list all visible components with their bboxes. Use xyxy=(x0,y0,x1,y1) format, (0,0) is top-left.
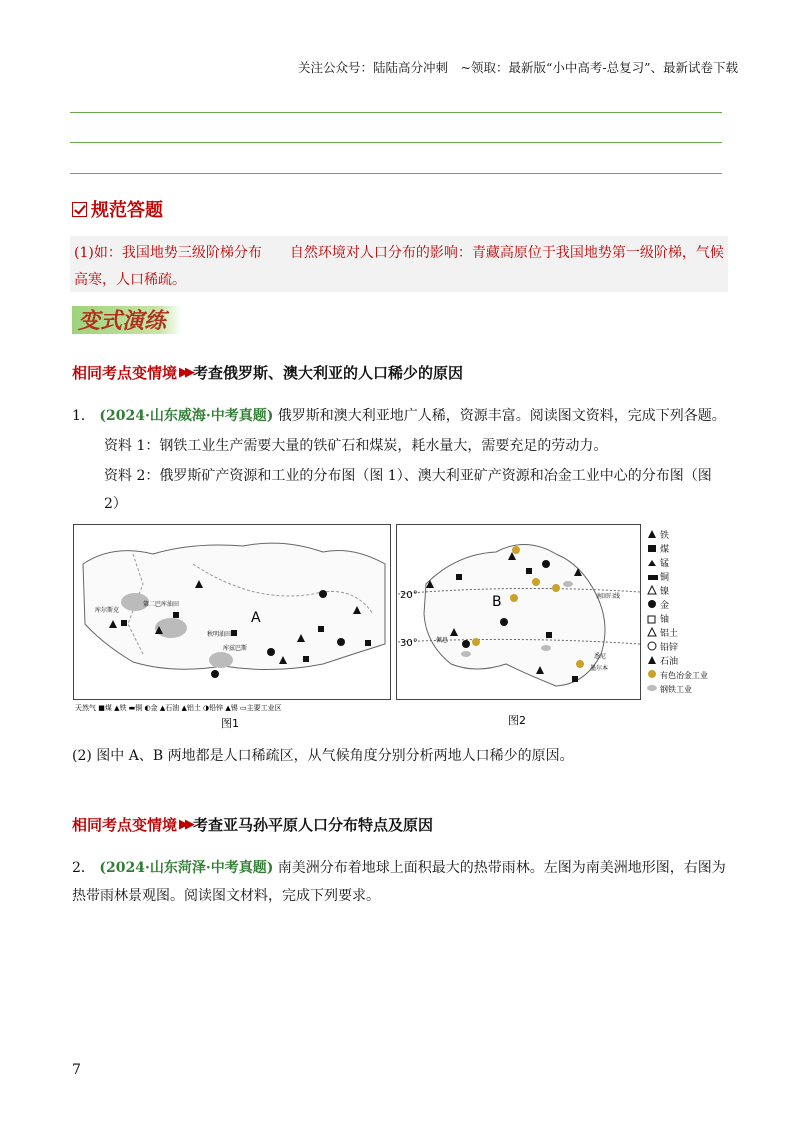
double-arrow-icon: ▶▶ xyxy=(179,365,192,380)
material-2-text: 资料 2：俄罗斯矿产资源和工业的分布图（图 1）、澳大利亚矿产资源和冶金工业中心的分布图（图 2） xyxy=(104,468,712,512)
svg-text:镍: 镍 xyxy=(660,587,670,597)
figure-2-legend xyxy=(647,529,708,694)
latitude-label: 20° xyxy=(400,590,418,601)
region-label-b: B xyxy=(492,594,502,610)
place-label: 第二巴库油田 xyxy=(143,601,180,608)
question-intro: 南美洲分布着地球上面积最大的热带雨林。左图为南美洲地形图，右图为热带雨林景观图。阅读图文材料，完成下列要求。 xyxy=(72,860,726,904)
answer-line xyxy=(70,142,722,143)
place-label: 南回归线 xyxy=(596,593,621,600)
page-number: 7 xyxy=(72,1062,81,1078)
place-label: 库尔斯克 xyxy=(95,607,120,614)
exercise-banner-text: 变式演练 xyxy=(78,308,167,334)
question-2-intro xyxy=(72,854,728,910)
place-label: 悉尼 xyxy=(594,653,607,660)
question-number: 1． xyxy=(72,408,95,424)
industrial-area xyxy=(209,652,233,668)
double-arrow-icon: ▶▶ xyxy=(179,817,192,832)
place-label: 墨尔本 xyxy=(590,665,609,672)
section-heading-text: 考查亚马孙平原人口分布特点及原因 xyxy=(193,816,434,834)
answer-line xyxy=(70,112,722,113)
material-1: 资料 1：钢铁工业生产需要大量的铁矿石和煤炭，耗水量大，需要充足的劳动力。 xyxy=(104,438,608,454)
question-1-sub-2: (2) 图中 A、B 两地都是人口稀疏区，从气候角度分别分析两地人口稀少的原因。 xyxy=(72,748,574,764)
material-2 xyxy=(72,462,728,518)
figure-1-caption: 图1 xyxy=(221,717,239,730)
region-label-a: A xyxy=(251,610,261,626)
place-label: 秋明油田 xyxy=(207,631,232,638)
figure-1-map xyxy=(73,524,391,734)
question-intro: 俄罗斯和澳大利亚地广人稀，资源丰富。阅读图文资料，完成下列各题。 xyxy=(277,408,726,424)
svg-text:铅锌: 铅锌 xyxy=(660,643,679,653)
place-label: 库兹巴斯 xyxy=(223,645,248,652)
svg-text:铁: 铁 xyxy=(660,531,670,541)
question-1-intro xyxy=(72,402,728,430)
section-heading-red: 相同考点变情境 xyxy=(72,816,178,834)
answer-section-title xyxy=(72,196,163,222)
section-heading-text: 考查俄罗斯、澳大利亚的人口稀少的原因 xyxy=(193,364,464,382)
answer-line xyxy=(70,173,722,174)
figure-2-map xyxy=(396,524,732,736)
figure-1-legend: 天然气 ■煤 ▲铁 ▬铜 ◐金 ▲石油 ▲铝土 ◑铅锌 ▲锡 ▭主要工业区 xyxy=(75,704,282,712)
section-heading-red: 相同考点变情境 xyxy=(72,364,178,382)
svg-text:锰: 锰 xyxy=(660,559,670,569)
latitude-label: 30° xyxy=(400,638,418,649)
svg-text:有色冶金工业: 有色冶金工业 xyxy=(660,671,708,680)
checkbox-icon xyxy=(72,202,87,217)
section-heading-2 xyxy=(72,814,433,835)
section-heading-1 xyxy=(72,362,463,383)
svg-text:铀: 铀 xyxy=(660,615,670,625)
svg-text:煤: 煤 xyxy=(660,545,670,555)
svg-text:钢铁工业: 钢铁工业 xyxy=(660,685,692,694)
svg-text:金: 金 xyxy=(660,601,670,611)
svg-text:石油: 石油 xyxy=(660,657,679,667)
question-source: (2024·山东威海·中考真题) xyxy=(99,408,274,424)
answer-text: (1)如：我国地势三级阶梯分布 自然环境对人口分布的影响：青藏高原位于我国地势第一级阶梯，气候高寒，人口稀疏。 xyxy=(74,245,724,288)
figure-2-caption: 图2 xyxy=(508,714,526,727)
question-number: 2． xyxy=(72,860,95,876)
exercise-banner xyxy=(72,302,182,336)
answer-section-title-text: 规范答题 xyxy=(91,200,163,221)
place-label: 佩思 xyxy=(436,637,449,644)
svg-text:铝土: 铝土 xyxy=(660,629,679,639)
question-source: (2024·山东菏泽·中考真题) xyxy=(99,860,274,876)
page-header: 关注公众号：陆陆高分冲刺 ~领取：最新版“小中高考-总复习”、最新试卷下载 xyxy=(298,60,738,75)
svg-text:铜: 铜 xyxy=(660,573,670,583)
